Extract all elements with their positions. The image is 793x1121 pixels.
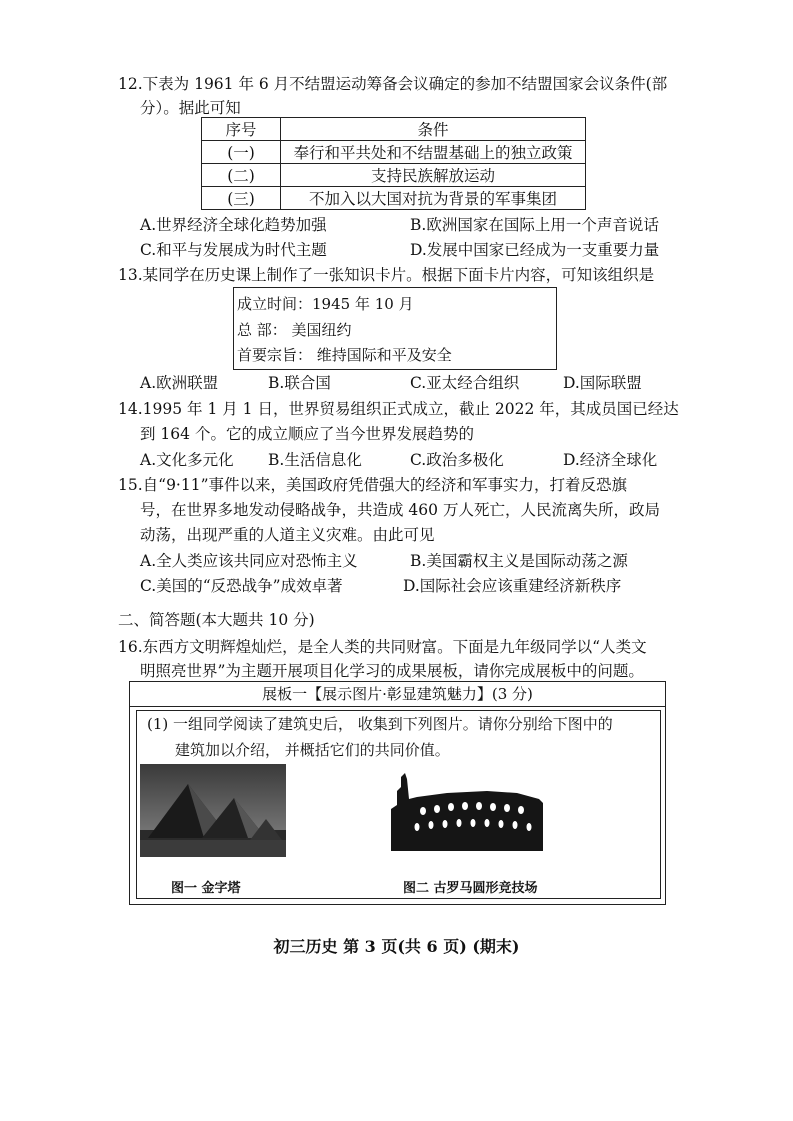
board-task-panel [136, 710, 661, 899]
table-cell: (一) [202, 141, 281, 164]
q15-option-b: B.美国霸权主义是国际动荡之源 [410, 552, 628, 570]
q14-option-d: D.经济全球化 [563, 451, 658, 469]
q16-stem-line1: 16.东西方文明辉煌灿烂，是全人类的共同财富。下面是九年级同学以“人类文 [118, 638, 647, 656]
table-header-cell: 序号 [202, 118, 281, 141]
table-cell: (三) [202, 187, 281, 210]
q14-option-c: C.政治多极化 [410, 451, 504, 469]
q13-option-a: A.欧洲联盟 [140, 374, 219, 392]
q16-stem-line2: 明照亮世界”为主题开展项目化学习的成果展板，请你完成展板中的问题。 [140, 662, 644, 680]
q15-option-a: A.全人类应该共同应对恐怖主义 [140, 552, 358, 570]
board-task-line2: 建筑加以介绍， 并概括它们的共同价值。 [175, 741, 450, 759]
q12-option-b: B.欧洲国家在国际上用一个声音说话 [410, 216, 659, 234]
q15-stem-line3: 动荡，出现严重的人道主义灾难。由此可见 [140, 526, 435, 544]
table-header-cell: 条件 [281, 118, 586, 141]
figure1-caption: 图一 金字塔 [171, 881, 241, 896]
card-purpose: 首要宗旨： 维持国际和平及安全 [237, 346, 452, 364]
figure2-caption: 图二 古罗马圆形竞技场 [403, 881, 538, 896]
q12-option-d: D.发展中国家已经成为一支重要力量 [410, 241, 660, 259]
q15-stem-line2: 号，在世界多地发动侵略战争，共造成 460 万人死亡，人民流离失所，政局 [140, 501, 660, 519]
exhibition-board [129, 681, 666, 905]
q12-stem-line1: 12.下表为 1961 年 6 月不结盟运动筹备会议确定的参加不结盟国家会议条件(部 [118, 75, 668, 93]
page-footer: 初三历史 第 3 页(共 6 页) (期末) [273, 937, 520, 956]
q14-option-b: B.生活信息化 [268, 451, 362, 469]
colosseum-image [387, 769, 547, 851]
q13-option-c: C.亚太经合组织 [410, 374, 520, 392]
q12-option-a: A.世界经济全球化趋势加强 [140, 216, 327, 234]
table-row [202, 187, 586, 210]
table-cell: 支持民族解放运动 [281, 164, 586, 187]
q13-option-d: D.国际联盟 [563, 374, 642, 392]
q15-stem-line1: 15.自“9·11”事件以来，美国政府凭借强大的经济和军事实力，打着反恐旗 [118, 476, 628, 494]
table-cell: (二) [202, 164, 281, 187]
q14-option-a: A.文化多元化 [140, 451, 234, 469]
card-headquarters: 总 部： 美国纽约 [237, 321, 352, 339]
q14-stem-line1: 14.1995 年 1 月 1 日，世界贸易组织正式成立，截止 2022 年，其成员国已经达 [118, 400, 679, 418]
table-row [202, 141, 586, 164]
q12-stem-line2: 分）。据此可知 [140, 99, 241, 117]
q15-option-c: C.美国的“反恐战争”成效卓著 [140, 577, 343, 595]
q13-knowledge-card [233, 287, 557, 370]
table-row [202, 164, 586, 187]
pyramids-image [140, 764, 286, 857]
q14-stem-line2: 到 164 个。它的成立顺应了当今世界发展趋势的 [140, 425, 474, 443]
q15-option-d: D.国际社会应该重建经济新秩序 [403, 577, 622, 595]
q13-stem: 13.某同学在历史课上制作了一张知识卡片。根据下面卡片内容，可知该组织是 [118, 266, 655, 284]
table-cell: 奉行和平共处和不结盟基础上的独立政策 [281, 141, 586, 164]
table-header-row [202, 118, 586, 141]
table-cell: 不加入以大国对抗为背景的军事集团 [281, 187, 586, 210]
q12-option-c: C.和平与发展成为时代主题 [140, 241, 327, 259]
board-header: 展板一【展示图片·彰显建筑魅力】(3 分) [130, 682, 665, 707]
q12-conditions-table [201, 117, 586, 210]
q13-option-b: B.联合国 [268, 374, 331, 392]
board-task-line1: (1) 一组同学阅读了建筑史后， 收集到下列图片。请你分别给下图中的 [147, 715, 613, 733]
card-founded: 成立时间：1945 年 10 月 [237, 295, 414, 313]
section2-title: 二、简答题(本大题共 10 分) [118, 611, 315, 629]
